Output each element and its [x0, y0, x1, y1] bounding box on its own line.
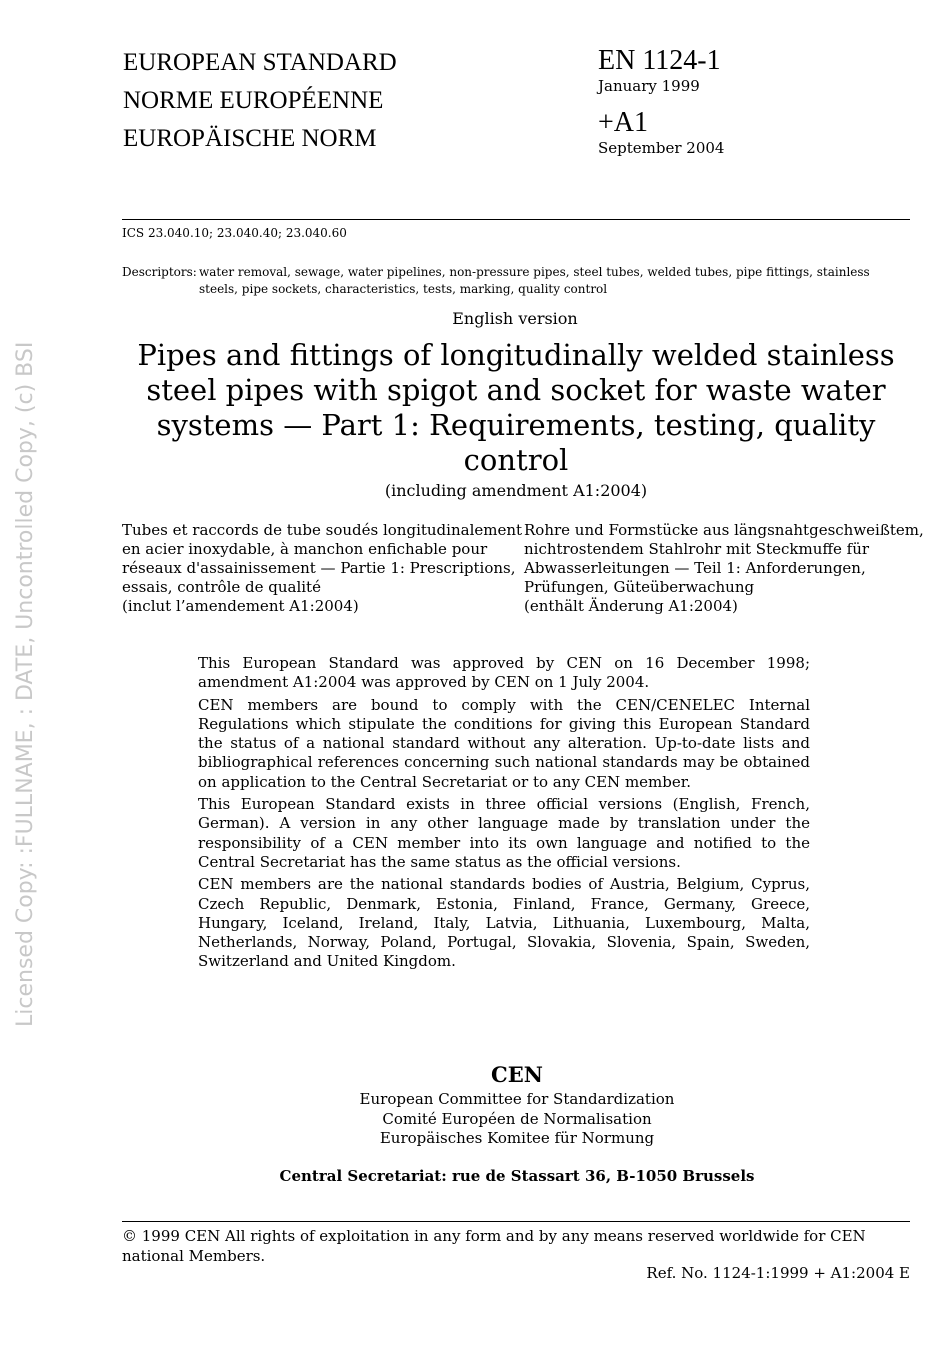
reference-number: Ref. No. 1124-1:1999 + A1:2004 E: [646, 1264, 910, 1282]
copyright-notice: © 1999 CEN All rights of exploitation in any form and by any means reserved worldwide for CEN national Members.: [122, 1227, 866, 1265]
approval-text: [198, 654, 810, 975]
title-line: steel pipes with spigot and socket for waste water: [146, 373, 886, 407]
french-title-line: réseaux d'assainissement — Partie 1: Prescriptions,: [122, 559, 516, 577]
cen-full-name: Europäisches Komitee für Normung: [379, 1129, 655, 1147]
standard-date: January 1999: [598, 77, 700, 95]
french-title-line: essais, contrôle de qualité: [122, 578, 321, 596]
amendment-date: September 2004: [598, 139, 725, 157]
descriptors: [122, 264, 902, 298]
amendment-number: +A1: [598, 107, 649, 138]
amendment-block: [598, 106, 724, 156]
license-watermark: [0, 0, 38, 1040]
approval-paragraph: This European Standard exists in three official versions (English, French, German). A version in any other language made by translation under the responsibility of a CEN member into its own language and notified to the Central Secretariat has the same status as the official versions.: [198, 795, 810, 871]
ics-codes: ICS 23.040.10; 23.040.40; 23.040.60: [122, 226, 347, 240]
french-title: [122, 521, 523, 616]
german-title-line: Rohre und Formstücke aus längsnahtgeschweißtem,: [524, 521, 924, 539]
german-title-line: nichtrostendem Stahlrohr mit Steckmuffe für: [524, 540, 870, 558]
standard-name-de: EUROPÄISCHE NORM: [123, 125, 377, 152]
title-line: control: [463, 443, 569, 477]
approval-paragraph: This European Standard was approved by CEN on 16 December 1998; amendment A1:2004 was approved by CEN on 1 July 2004.: [198, 654, 810, 692]
title-line: Pipes and fittings of longitudinally welded stainless: [137, 338, 895, 372]
german-title-line: Abwasserleitungen — Teil 1: Anforderungen,: [524, 559, 866, 577]
approval-paragraph: CEN members are bound to comply with the CEN/CENELEC Internal Regulations which stipulate the conditions for giving this European Standard the status of a national standard without any alteration. Up-to-date lists and bibliographical references concerning such national standards may be obtained on application to the Central Secretariat or to any CEN member.: [198, 695, 810, 791]
french-title-line: Tubes et raccords de tube soudés longitudinalement: [122, 521, 523, 539]
title-line: systems — Part 1: Requirements, testing, quality: [156, 408, 876, 442]
document-title: [122, 338, 910, 478]
german-title-line: (enthält Änderung A1:2004): [524, 597, 738, 615]
standard-name-fr: NORME EUROPÉENNE: [123, 87, 384, 114]
german-title: [524, 521, 924, 616]
french-title-line: (inclut l’amendement A1:2004): [122, 597, 359, 615]
cen-name: CEN: [491, 1062, 543, 1087]
title-subtitle: (including amendment A1:2004): [384, 481, 648, 500]
descriptors-label: Descriptors:: [122, 265, 197, 279]
footer-divider: [122, 1221, 910, 1222]
language-version: English version: [452, 309, 578, 328]
german-title-line: Prüfungen, Güteüberwachung: [524, 578, 755, 596]
standard-number: EN 1124-1: [598, 45, 721, 76]
cen-full-names: [0, 1090, 950, 1149]
header-divider: [122, 219, 910, 220]
cen-full-name: European Committee for Standardization: [359, 1090, 675, 1108]
central-secretariat: Central Secretariat: rue de Stassart 36, B-1050 Brussels: [279, 1167, 755, 1185]
standard-names: [123, 44, 397, 158]
approval-paragraph: CEN members are the national standards bodies of Austria, Belgium, Cyprus, Czech Republic, Denmark, Estonia, Finland, France, Germany, Greece, Hungary, Iceland, Ireland, Italy, Latvia, Lithuania, Luxembourg, Malta, Netherlands, Norway, Poland, Portugal, Slovakia, Slovenia, Spain, Sweden, Switzerland and United Kingdom.: [198, 875, 810, 971]
standard-number-block: [598, 44, 721, 94]
standard-name-en: EUROPEAN STANDARD: [123, 49, 397, 76]
descriptors-text: water removal, sewage, water pipelines, non-pressure pipes, steel tubes, welded tubes, pipe fittings, stainless steels, pipe sockets, characteristics, tests, marking, quality control: [199, 265, 870, 296]
french-title-line: en acier inoxydable, à manchon enfichable pour: [122, 540, 488, 558]
watermark-text: Licensed Copy: :FULLNAME, : DATE, Uncontrolled Copy, (c) BSI: [13, 341, 38, 1027]
cen-full-name: Comité Européen de Normalisation: [382, 1109, 652, 1128]
